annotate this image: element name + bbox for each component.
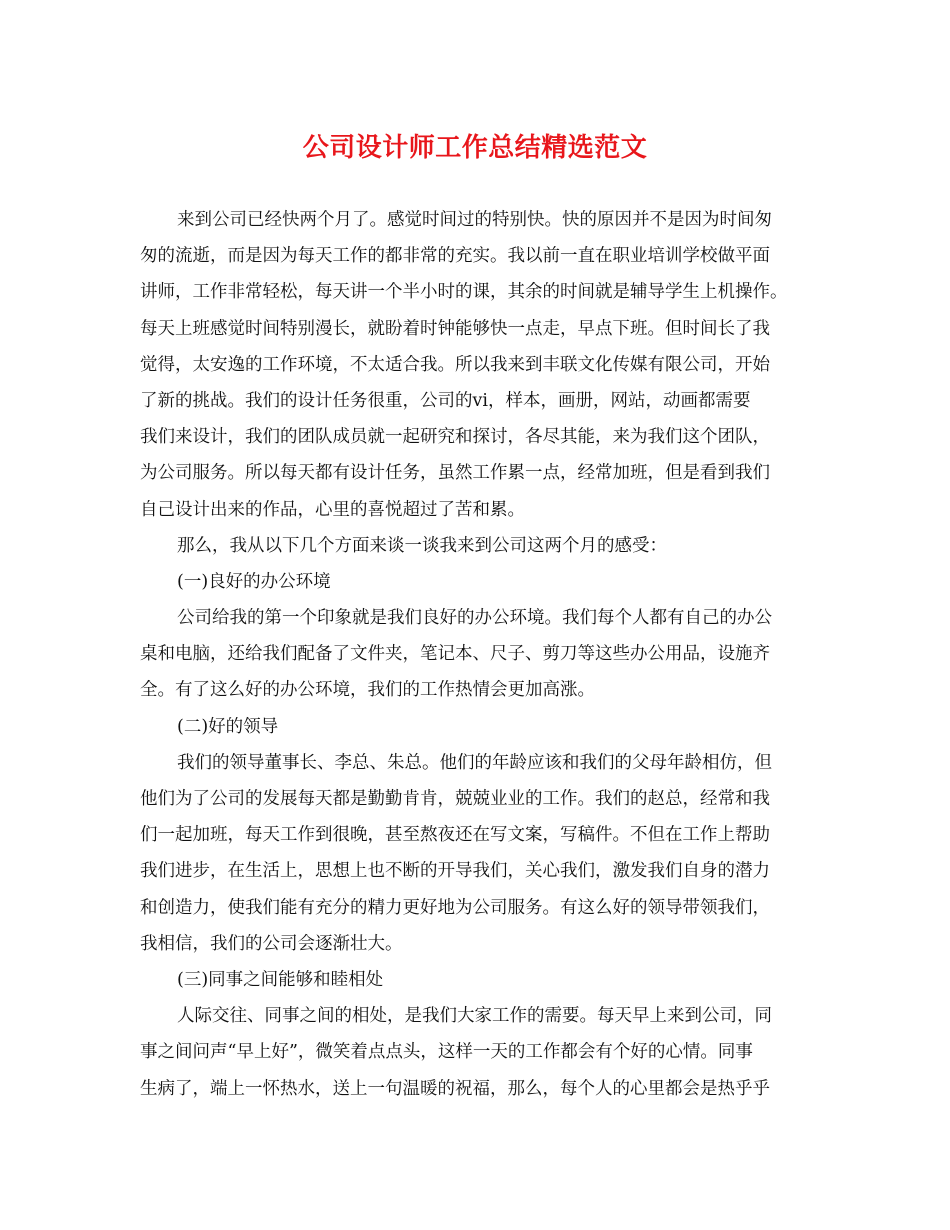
body-line: 为公司服务。所以每天都有设计任务，虽然工作累一点，经常加班，但是看到我们 (140, 463, 770, 484)
body-line: 那么，我从以下几个方面来谈一谈我来到公司这两个月的感受： (177, 535, 667, 556)
body-line: 公司给我的第一个印象就是我们良好的办公环境。我们每个人都有自己的办公 (177, 608, 772, 629)
document-body (140, 202, 812, 1107)
body-line: 我们来设计，我们的团队成员就一起研究和探讨，各尽其能，来为我们这个团队， (140, 427, 770, 448)
body-line: 讲师，工作非常轻松，每天讲一个半小时的课，其余的时间就是辅导学生上机操作。 (140, 282, 788, 303)
body-line: 我们进步，在生活上，思想上也不断的开导我们，关心我们，激发我们自身的潜力 (140, 861, 770, 882)
body-line: 事之间问声“早上好”，微笑着点点头，这样一天的工作都会有个好的心情。同事 (140, 1042, 753, 1063)
body-line: 生病了，端上一怀热水，送上一句温暖的祝福，那么，每个人的心里都会是热乎乎 (140, 1078, 770, 1099)
body-line: 我们的领导董事长、李总、朱总。他们的年龄应该和我们的父母年龄相仿，但 (177, 752, 772, 773)
body-line: 觉得，太安逸的工作环境，不太适合我。所以我来到丰联文化传媒有限公司，开始 (140, 354, 770, 375)
body-line: 他们为了公司的发展每天都是勤勤肯肯，兢兢业业的工作。我们的赵总，经常和我 (140, 789, 770, 809)
body-line: 每天上班感觉时间特别漫长，就盼着时钟能够快一点走，早点下班。但时间长了我 (140, 318, 770, 339)
body-line: 和创造力，使我们能有充分的精力更好地为公司服务。有这么好的领导带领我们， (140, 897, 770, 918)
document-title: 公司设计师工作总结精选范文 (302, 133, 648, 163)
body-line: 匆的流逝，而是因为每天工作的都非常的充实。我以前一直在职业培训学校做平面 (140, 246, 770, 267)
body-line: 来到公司已经快两个月了。感觉时间过的特别快。快的原因并不是因为时间匆 (177, 210, 772, 230)
body-line: 了新的挑战。我们的设计任务很重，公司的vi，样本，画册，网站，动画都需要 (140, 390, 751, 411)
body-line: 桌和电脑，还给我们配备了文件夹，笔记本、尺子、剪刀等这些办公用品，设施齐 (140, 644, 770, 665)
body-line: 全。有了这么好的办公环境，我们的工作热情会更加高涨。 (140, 680, 595, 701)
body-line: (二)好的领导 (177, 716, 279, 737)
body-line: 我相信，我们的公司会逐渐壮大。 (140, 933, 403, 954)
body-line: (三)同事之间能够和睦相处 (177, 969, 384, 990)
body-line: 们一起加班，每天工作到很晚，甚至熬夜还在写文案，写稿件。不但在工作上帮助 (140, 825, 770, 846)
body-line: (一)良好的办公环境 (177, 571, 331, 592)
body-line: 自己设计出来的作品，心里的喜悦超过了苦和累。 (140, 499, 525, 520)
body-line: 人际交往、同事之间的相处，是我们大家工作的需要。每天早上来到公司，同 (177, 1006, 772, 1027)
